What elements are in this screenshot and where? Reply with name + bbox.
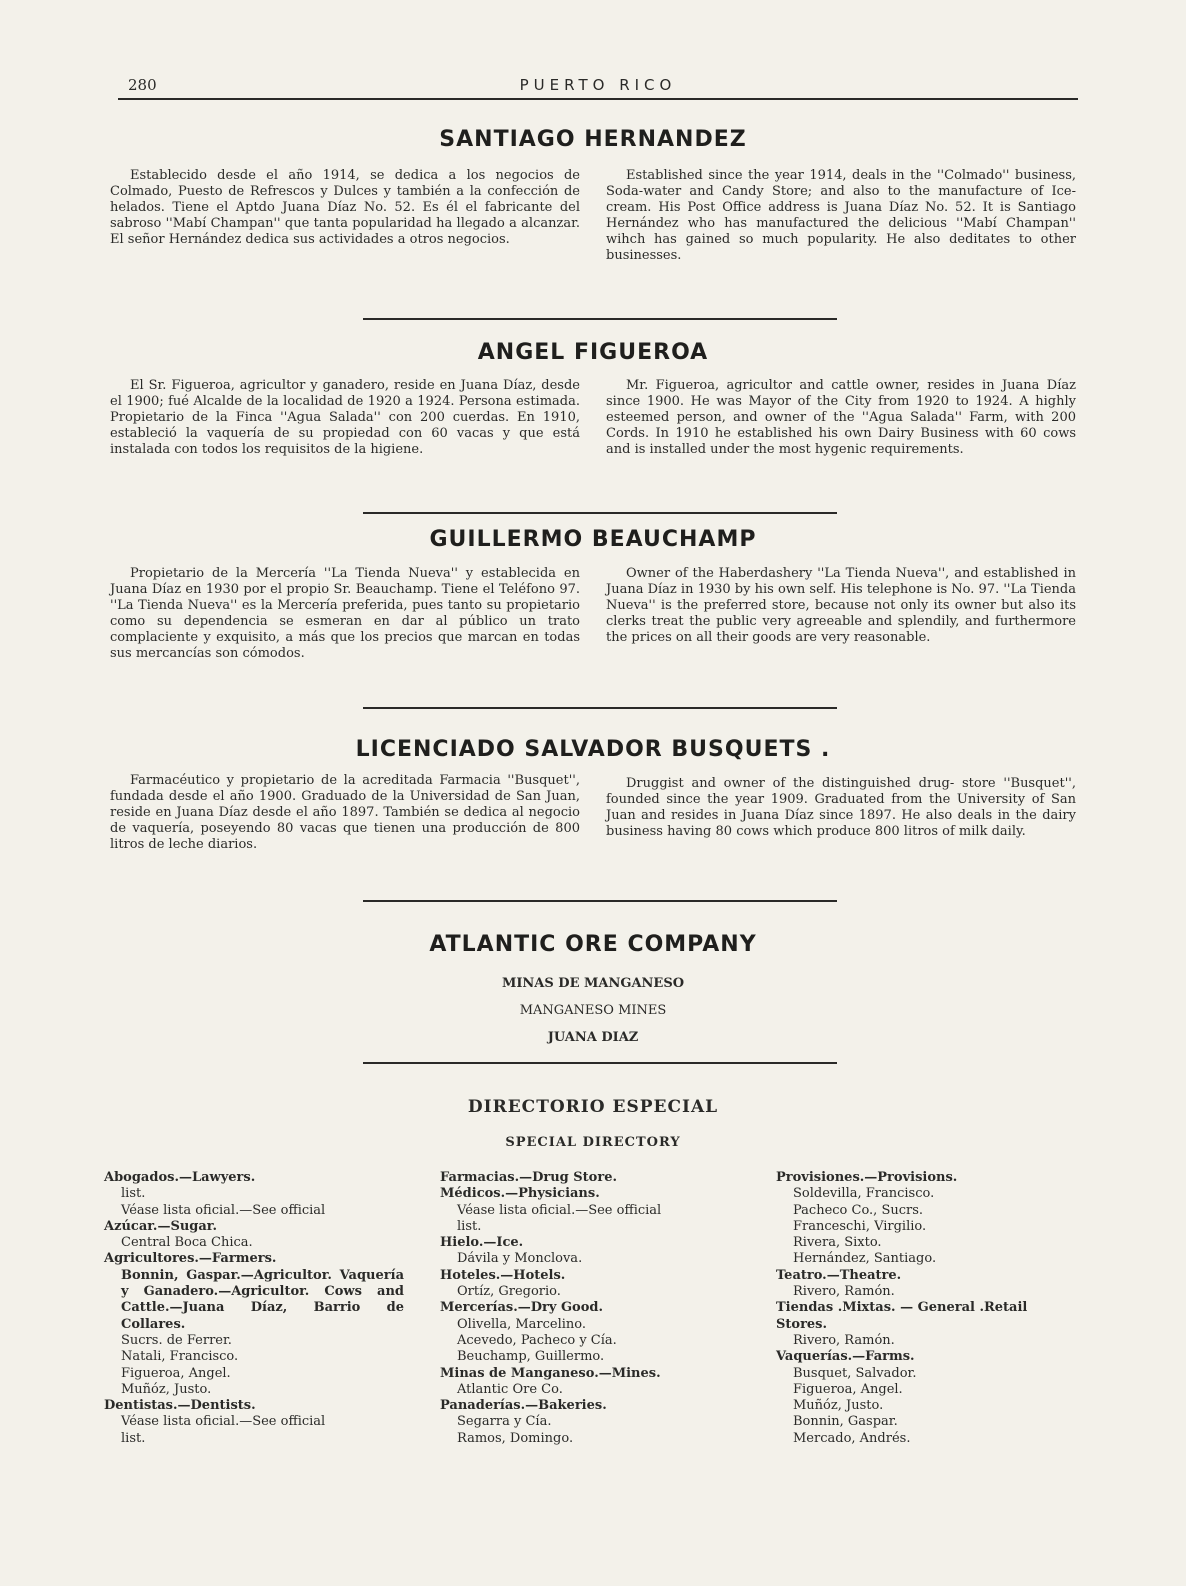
directory-title: DIRECTORIO ESPECIAL xyxy=(467,1097,719,1117)
directory-entry: Dávila y Monclova. xyxy=(457,1251,583,1267)
directory-entry-featured: Bonnin, Gaspar.—Agricultor. Vaquería y Ganadero.—Agricultor. Cows and Cattle.—Juana Díaz, Barrio de Collares. xyxy=(121,1267,404,1332)
directory-column-2 xyxy=(440,1170,740,1447)
directory-entry: Véase lista oficial.—See official xyxy=(121,1414,326,1430)
directory-category: Hielo.—Ice. xyxy=(440,1235,524,1251)
ore-company-line-3: JUANA DIAZ xyxy=(547,1030,639,1045)
directory-entry: Figueroa, Angel. xyxy=(121,1365,231,1381)
directory-entry: Beuchamp, Guillermo. xyxy=(457,1349,605,1365)
entry-text-english: Druggist and owner of the distinguished drug- store ''Busquet'', founded since the year 1909. Graduated from the University of San Juan and resides in Juana Díaz since 1897. He also deals in the dairy business having 80 cows which produce 800 litros of milk daily. xyxy=(606,776,1076,839)
directory-entry: Natali, Francisco. xyxy=(121,1349,239,1365)
directory-category: Panaderías.—Bakeries. xyxy=(440,1398,607,1414)
directory-entry: Figueroa, Angel. xyxy=(793,1381,903,1397)
directory-subtitle: SPECIAL DIRECTORY xyxy=(505,1135,681,1150)
directory-category: Provisiones.—Provisions. xyxy=(776,1170,958,1185)
directory-category: Tiendas .Mixtas. — General .Retail Stores. xyxy=(776,1300,1028,1332)
directory-entry: Rivera, Sixto. xyxy=(793,1235,882,1251)
directory-entry: Franceschi, Virgilio. xyxy=(793,1218,927,1234)
section-divider xyxy=(363,512,837,514)
directory-entry: Atlantic Ore Co. xyxy=(457,1381,563,1397)
directory-entry: Véase lista oficial.—See official xyxy=(121,1202,326,1218)
directory-category: Abogados.—Lawyers. xyxy=(104,1170,256,1185)
directory-entry: Pacheco Co., Sucrs. xyxy=(793,1202,924,1218)
directory-category: Mercerías.—Dry Good. xyxy=(440,1300,604,1316)
directory-entry: list. xyxy=(121,1186,146,1202)
directory-category: Médicos.—Physicians. xyxy=(440,1186,600,1202)
ore-company-line-2: MANGANESO MINES xyxy=(519,1003,667,1018)
directory-category: Azúcar.—Sugar. xyxy=(104,1218,217,1234)
directory-entry: Acevedo, Pacheco y Cía. xyxy=(457,1332,617,1348)
directory-entry: Mercado, Andrés. xyxy=(793,1430,911,1446)
section-divider xyxy=(363,318,837,320)
directory-entry: Busquet, Salvador. xyxy=(793,1365,917,1381)
directory-entry: Muñóz, Justo. xyxy=(121,1381,212,1397)
page-number: 280 xyxy=(128,76,157,94)
directory-category: Vaquerías.—Farms. xyxy=(776,1349,915,1365)
section-divider xyxy=(363,1062,837,1064)
section-divider xyxy=(363,900,837,902)
directory-category: Farmacias.—Drug Store. xyxy=(440,1170,617,1185)
entry-title-angel-figueroa: ANGEL FIGUEROA xyxy=(477,340,709,365)
journal-title: PUERTO RICO xyxy=(519,76,677,94)
directory-entry: Véase lista oficial.—See official xyxy=(457,1202,662,1218)
directory-category: Dentistas.—Dentists. xyxy=(104,1398,256,1414)
running-header xyxy=(118,72,1078,100)
directory-entry: Ortíz, Gregorio. xyxy=(457,1284,561,1300)
entry-text-spanish: Propietario de la Mercería ''La Tienda Nueva'' y establecida en Juana Díaz en 1930 por el propio Sr. Beauchamp. Tiene el Teléfono 97. ''La Tienda Nueva'' es la Mercería preferida, pues tanto su propietario como su dependencia se esmeran en dar al público un trato complaciente y exquisito, a más que los precios que marcan en todas sus mercancías son cómodos. xyxy=(110,566,580,661)
directory-category: Minas de Manganeso.—Mines. xyxy=(440,1365,661,1381)
entry-text-spanish: Establecido desde el año 1914, se dedica a los negocios de Colmado, Puesto de Refrescos y Dulces y también a la confección de helados. Tiene el Aptdo Juana Díaz No. 52. Es él el fabricante del sabroso ''Mabí Champan'' que tanta popularidad ha llegado a alcanzar. El señor Hernández dedica sus actividades a otros negocios. xyxy=(110,168,580,247)
directory-entry: Ramos, Domingo. xyxy=(457,1430,574,1446)
directory-entry: Hernández, Santiago. xyxy=(793,1251,937,1267)
directory-category: Agricultores.—Farmers. xyxy=(104,1251,277,1267)
directory-entry: list. xyxy=(121,1430,146,1446)
directory-entry: Central Boca Chica. xyxy=(121,1235,253,1251)
entry-text-english: Owner of the Haberdashery ''La Tienda Nueva'', and established in Juana Díaz in 1930 by his own self. His telephone is No. 97. ''La Tienda Nueva'' is the preferred store, because not only its owner but also its clerks treat the public very agreeable and splendily, and furthermore the prices on all their goods are very reasonable. xyxy=(606,566,1076,645)
directory-entry: Segarra y Cía. xyxy=(457,1414,552,1430)
section-divider xyxy=(363,707,837,709)
entry-title-guillermo-beauchamp: GUILLERMO BEAUCHAMP xyxy=(429,527,757,552)
entry-text-spanish: Farmacéutico y propietario de la acreditada Farmacia ''Busquet'', fundada desde el año 1900. Graduado de la Universidad de San Juan, reside en Juana Díaz desde el año 1897. También se dedica al negocio de vaquería, poseyendo 80 vacas que tienen una producción de 800 litros de leche diarios. xyxy=(110,773,580,852)
entry-title-salvador-busquets: LICENCIADO SALVADOR BUSQUETS . xyxy=(355,737,831,762)
directory-category: Teatro.—Theatre. xyxy=(776,1267,902,1283)
directory-entry: Olivella, Marcelino. xyxy=(457,1316,587,1332)
entry-text-english: Mr. Figueroa, agricultor and cattle owner, resides in Juana Díaz since 1900. He was Mayor of the City from 1920 to 1924. A highly esteemed person, and owner of the ''Agua Salada'' Farm, with 200 Cords. In 1910 he established his own Dairy Business with 60 cows and is installed under the most hygenic requirements. xyxy=(606,378,1076,457)
directory-entry: Bonnin, Gaspar. xyxy=(793,1414,898,1430)
directory-entry: list. xyxy=(457,1218,482,1234)
ore-company-title: ATLANTIC ORE COMPANY xyxy=(429,932,757,957)
directory-entry: Soldevilla, Francisco. xyxy=(793,1186,935,1202)
directory-column-3 xyxy=(776,1170,1076,1447)
ore-company-line-1: MINAS DE MANGANESO xyxy=(501,976,685,991)
entry-text-english: Established since the year 1914, deals in the ''Colmado'' business, Soda-water and Candy Store; and also to the manufacture of Ice-cream. His Post Office address is Juana Díaz No. 52. It is Santiago Hernández who has manufactured the delicious ''Mabí Champan'' wihch has gained so much popularity. He also deditates to other businesses. xyxy=(606,168,1076,263)
directory-entry: Sucrs. de Ferrer. xyxy=(121,1332,232,1348)
directory-category: Hoteles.—Hotels. xyxy=(440,1267,566,1283)
entry-title-santiago-hernandez: SANTIAGO HERNANDEZ xyxy=(439,127,747,152)
directory-entry: Rivero, Ramón. xyxy=(793,1332,895,1348)
entry-text-spanish: El Sr. Figueroa, agricultor y ganadero, reside en Juana Díaz, desde el 1900; fué Alcalde de la localidad de 1920 a 1924. Persona estimada. Propietario de la Finca ''Agua Salada'' con 200 cuerdas. En 1910, estableció la vaquería de su propiedad con 60 vacas y que está instalada con todos los requisitos de la higiene. xyxy=(110,378,580,457)
directory-column-1 xyxy=(104,1170,404,1447)
directory-entry: Muñóz, Justo. xyxy=(793,1398,884,1414)
directory-entry: Rivero, Ramón. xyxy=(793,1284,895,1300)
